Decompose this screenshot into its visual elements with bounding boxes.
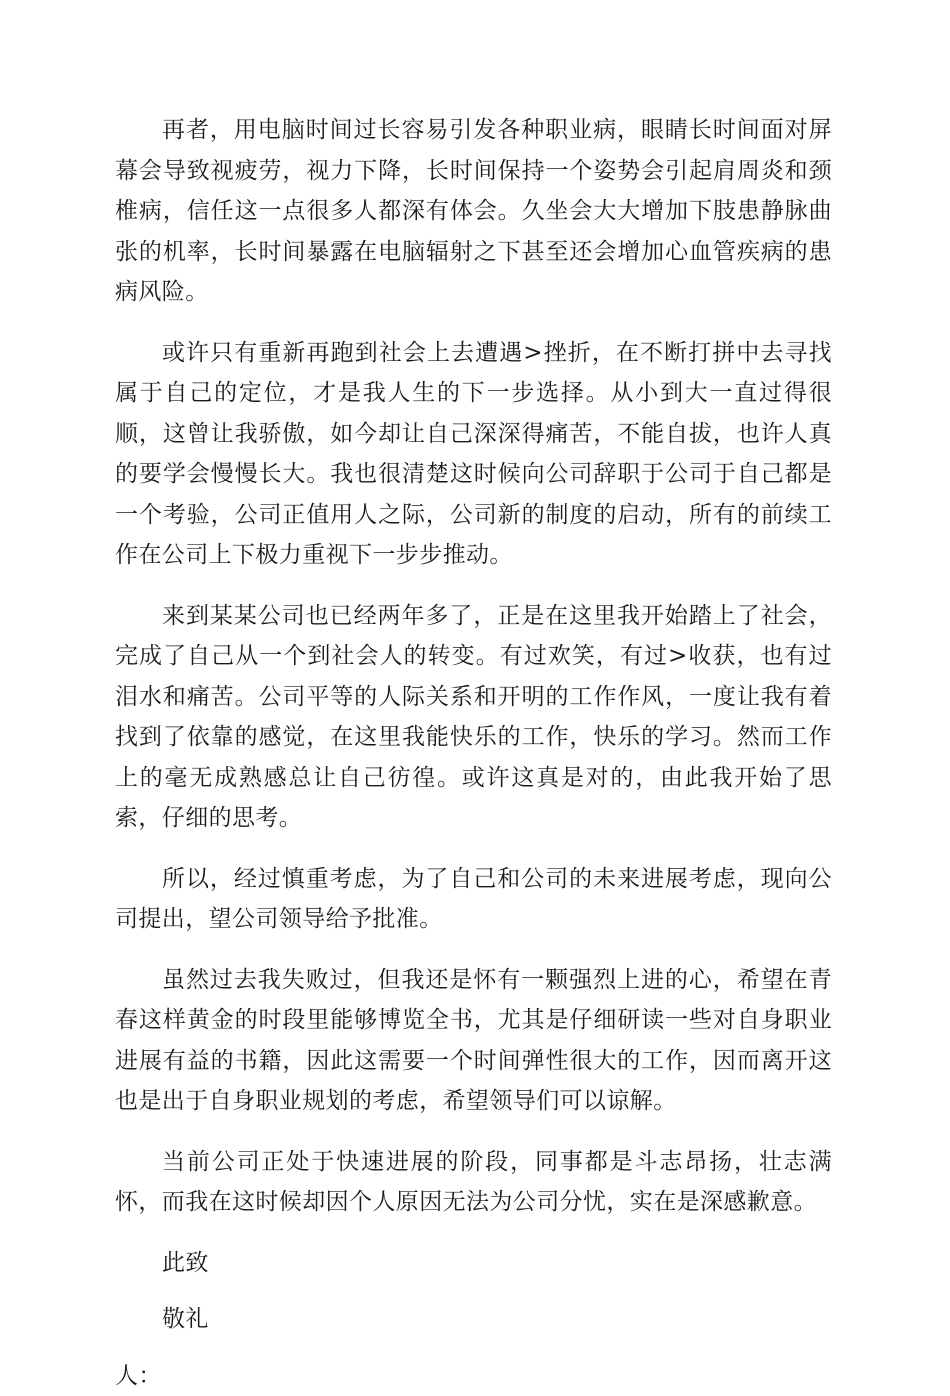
paragraph-health-risks: 再者，用电脑时间过长容易引发各种职业病，眼睛长时间面对屏幕会导致视疲劳，视力下降，长时间保持一个姿势会引起肩周炎和颈椎病，信任这一点很多人都深有体会。久坐会大大增加下肢患静脉曲张的机率，长时间暴露在电脑辐射之下甚至还会增加心血管疾病的患病风险。 bbox=[115, 110, 832, 313]
closing-regards: 敬礼 bbox=[115, 1299, 832, 1340]
letter-body bbox=[115, 110, 832, 1396]
paragraph-resignation-request: 所以，经过慎重考虑，为了自己和公司的未来进展考虑，现向公司提出，望公司领导给予批准。 bbox=[115, 859, 832, 940]
paragraph-personal-growth: 虽然过去我失败过，但我还是怀有一颗强烈上进的心，希望在青春这样黄金的时段里能够博览全书，尤其是仔细研读一些对自身职业进展有益的书籍，因此这需要一个时间弹性很大的工作，因而离开这也是出于自身职业规划的考虑，希望领导们可以谅解。 bbox=[115, 960, 832, 1122]
signature-line: 人： bbox=[115, 1356, 832, 1396]
paragraph-apology: 当前公司正处于快速进展的阶段，同事都是斗志昂扬，壮志满怀，而我在这时候却因个人原因无法为公司分忧，实在是深感歉意。 bbox=[115, 1142, 832, 1223]
closing-salutation: 此致 bbox=[115, 1243, 832, 1284]
paragraph-company-experience: 来到某某公司也已经两年多了，正是在这里我开始踏上了社会，完成了自己从一个到社会人的转变。有过欢笑，有过>收获，也有过泪水和痛苦。公司平等的人际关系和开明的工作作风，一度让我有着找到了依靠的感觉，在这里我能快乐的工作，快乐的学习。然而工作上的毫无成熟感总让自己彷徨。或许这真是对的，由此我开始了思索，仔细的思考。 bbox=[115, 596, 832, 839]
paragraph-career-direction: 或许只有重新再跑到社会上去遭遇>挫折，在不断打拼中去寻找属于自己的定位，才是我人生的下一步选择。从小到大一直过得很顺，这曾让我骄傲，如今却让自己深深得痛苦，不能自拔，也许人真的要学会慢慢长大。我也很清楚这时候向公司辞职于公司于自己都是一个考验，公司正值用人之际，公司新的制度的启动，所有的前续工作在公司上下极力重视下一步步推动。 bbox=[115, 333, 832, 576]
